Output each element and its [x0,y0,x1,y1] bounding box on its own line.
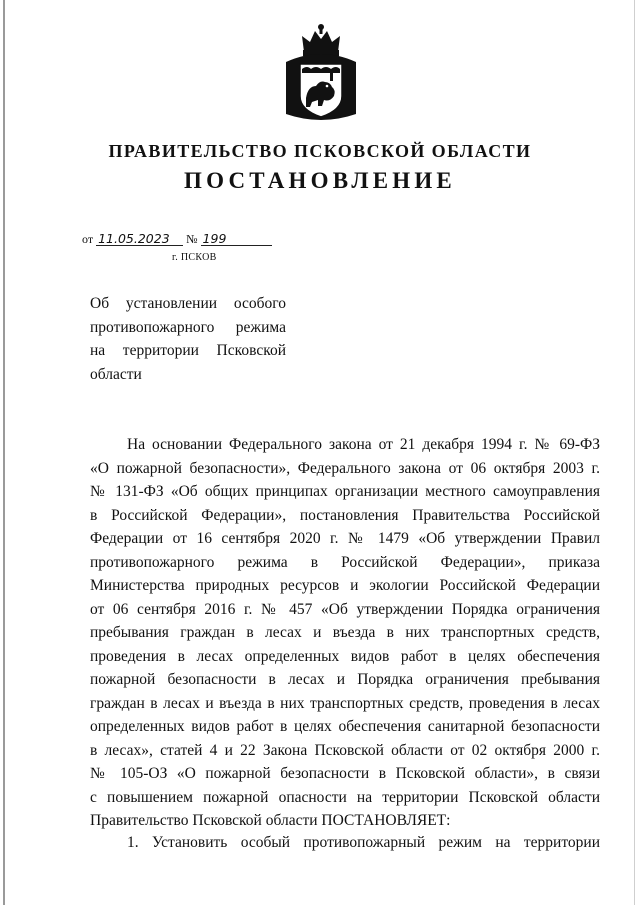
text-line: в Российской Федерации», постановления Правительства Российской [90,506,600,524]
text-line: Правительство Псковской области ПОСТАНОВЛЯЕТ: [90,812,451,829]
text-line: «О пожарной безопасности», Федерального закона от 06 октября 2003 г. [90,459,600,477]
text-line: в лесах», статей 4 и 22 Закона Псковской области от 02 октября 2000 г. [90,741,600,759]
text-line: Министерства природных ресурсов и экологии Российской Федерации [90,577,600,594]
city-label: г. ПСКОВ [172,252,217,263]
subject-line: противопожарного режима [90,318,286,336]
text-line: противопожарного режима в Российской Федерации», приказа [90,553,600,571]
scan-edge-left [3,0,5,905]
document-subject [90,292,286,386]
subject-line: Об установлении особого [90,295,286,312]
clause-1: 1. Установить особый противопожарный режим на территории [127,834,600,851]
text-line: определенных видов работ в целях обеспечения санитарной безопасности [90,718,600,735]
government-title: ПРАВИТЕЛЬСТВО ПСКОВСКОЙ ОБЛАСТИ [108,141,532,161]
dateline [82,232,272,247]
text-line: пребывания граждан в лесах и въезда в них транспортных средств, [90,624,600,641]
text-line: № 131-ФЗ «Об общих принципах организации местного самоуправления [90,483,600,500]
text-line: граждан в лесах и въезда в них транспортных средств, проведения в лесах [90,694,600,712]
document-number: 199 [201,232,272,246]
text-line: На основании Федерального закона от 21 декабря 1994 г. № 69-ФЗ [127,436,600,453]
text-line: пожарной безопасности в лесах и Порядка ограничения пребывания [90,671,600,688]
subject-line: на территории Псковской [90,342,286,359]
number-label: № [186,232,198,246]
subject-line: области [90,365,142,383]
text-line: от 06 сентября 2016 г. № 457 «Об утверждении Порядка ограничения [90,600,600,618]
text-line: с повышением пожарной опасности на территории Псковской области [90,788,600,806]
document-type: ПОСТАНОВЛЕНИЕ [184,168,456,193]
date-prefix: от [82,232,94,246]
text-line: № 105-ОЗ «О пожарной безопасности в Псковской области», в связи [90,765,600,782]
scan-edge-right [634,0,635,905]
preamble-text [90,433,600,833]
text-line: проведения в лесах определенных видов работ в целях обеспечения [90,647,600,665]
text-line: Федерации от 16 сентября 2020 г. № 1479 «Об утверждении Правил [90,530,600,547]
coat-of-arms-icon [280,22,362,128]
document-date: 11.05.2023 [96,232,183,246]
